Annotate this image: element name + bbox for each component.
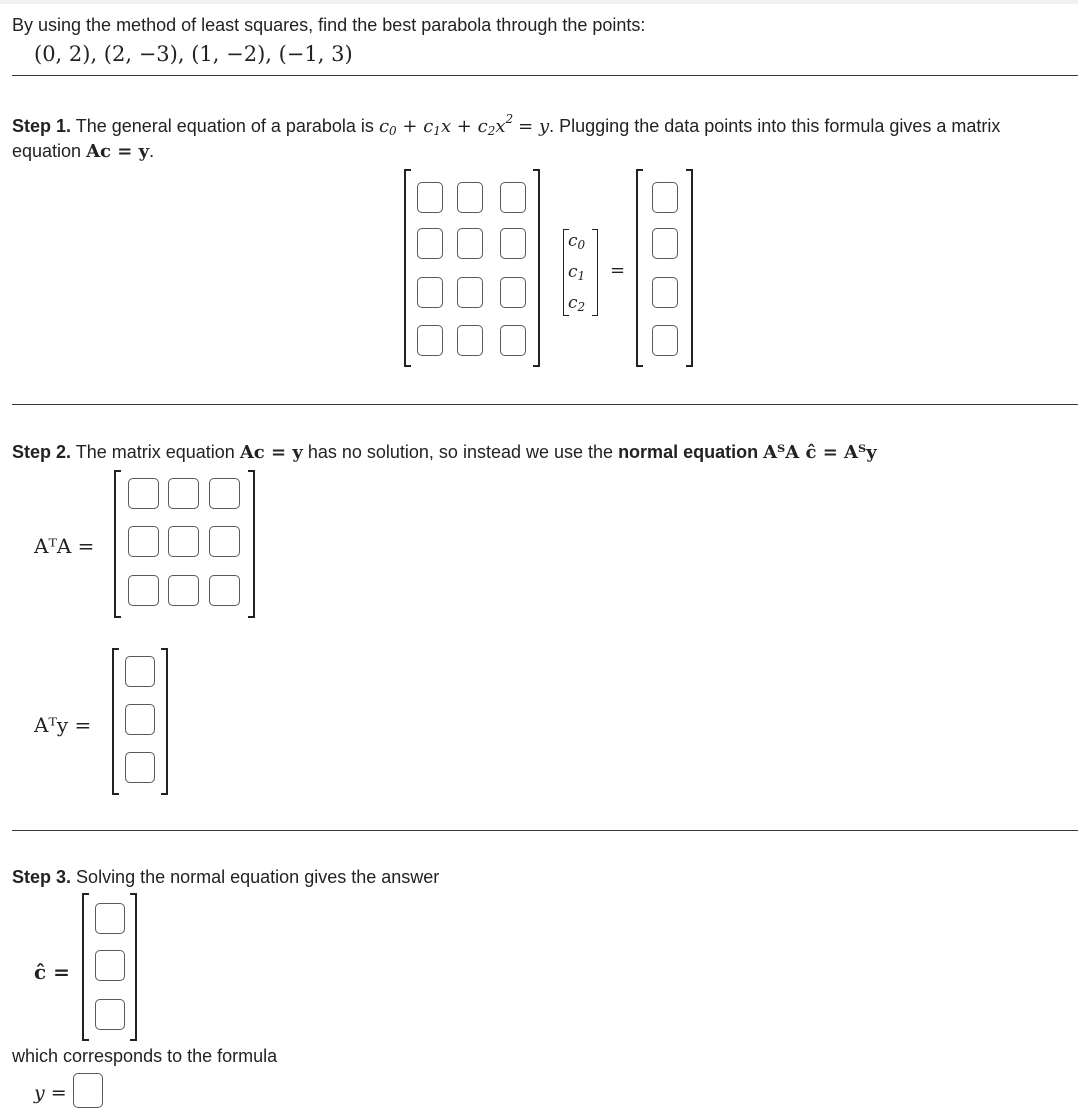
ata-right-bracket	[248, 470, 255, 618]
step1-equals: =	[610, 260, 626, 281]
problem-points: (0, 2), (2, −3), (1, −2), (−1, 3)	[34, 42, 353, 66]
matrix-a-input[interactable]	[457, 325, 483, 356]
ata-input[interactable]	[168, 478, 199, 509]
step2-line	[12, 442, 877, 463]
step1-text-b: . Plugging the data points into this formula gives a matrix	[549, 116, 1001, 136]
step1-matrix-eq: Ac = y	[86, 141, 150, 162]
aty-input[interactable]	[125, 704, 155, 735]
divider	[12, 404, 1078, 405]
matrix-a-left-bracket	[404, 169, 411, 367]
c-hat-left-bracket	[82, 893, 89, 1041]
ata-input[interactable]	[128, 526, 159, 557]
aty-right-bracket	[161, 648, 168, 795]
step1-text-a: The general equation of a parabola is	[75, 116, 374, 136]
coef-c2: $c_2$	[568, 293, 586, 314]
step1-text-c: equation	[12, 141, 82, 161]
y-label: y =	[34, 1082, 67, 1104]
matrix-a-input[interactable]	[500, 228, 526, 259]
aty-label: Aᵀy =	[34, 713, 92, 737]
matrix-a-input[interactable]	[500, 182, 526, 213]
matrix-a-input[interactable]	[457, 182, 483, 213]
parabola-rhs: = y	[518, 116, 550, 137]
vector-y-input[interactable]	[652, 182, 678, 213]
vector-y-input[interactable]	[652, 228, 678, 259]
divider	[12, 830, 1078, 831]
step2-text-a: The matrix equation	[75, 442, 235, 462]
aty-input[interactable]	[125, 752, 155, 783]
aty-input[interactable]	[125, 656, 155, 687]
step1-label: Step 1.	[12, 116, 72, 136]
step2-text-b: has no solution, so instead we use the	[307, 442, 614, 462]
matrix-a-input[interactable]	[500, 325, 526, 356]
step1-line2: equation Ac = y.	[12, 141, 155, 162]
step1-line1	[12, 112, 1000, 138]
coef-vector-right-bracket	[592, 229, 598, 316]
matrix-a-input[interactable]	[457, 277, 483, 308]
ata-label: AᵀA =	[34, 534, 95, 558]
ata-input[interactable]	[168, 575, 199, 606]
parabola-lhs: $c_0 + c_1x + c_2x^2$	[378, 112, 514, 138]
step3-line	[12, 867, 439, 888]
c-hat-input[interactable]	[95, 950, 125, 981]
normal-equation-bold: normal equation	[618, 442, 759, 462]
problem-intro: By using the method of least squares, find the best parabola through the points:	[12, 15, 646, 35]
divider	[12, 75, 1078, 76]
step2-label: Step 2.	[12, 442, 72, 462]
normal-equation: AᵀA ĉ = Aᵀy	[763, 442, 877, 463]
step3-text: Solving the normal equation gives the answer	[76, 867, 440, 887]
coef-c1: $c_1$	[568, 262, 586, 283]
step2-matrix-eq: Ac = y	[239, 442, 303, 463]
formula-text: which corresponds to the formula	[12, 1046, 278, 1066]
matrix-a-input[interactable]	[417, 182, 443, 213]
matrix-a-input[interactable]	[457, 228, 483, 259]
top-border	[0, 0, 1078, 4]
ata-left-bracket	[114, 470, 121, 618]
vector-y-right-bracket	[686, 169, 693, 367]
ata-input[interactable]	[128, 575, 159, 606]
aty-left-bracket	[112, 648, 119, 795]
c-hat-input[interactable]	[95, 999, 125, 1030]
c-hat-input[interactable]	[95, 903, 125, 934]
c-hat-label: ĉ =	[34, 960, 70, 984]
matrix-a-input[interactable]	[417, 325, 443, 356]
vector-y-input[interactable]	[652, 277, 678, 308]
matrix-a-input[interactable]	[500, 277, 526, 308]
matrix-a-input[interactable]	[417, 277, 443, 308]
coef-c0: $c_0$	[568, 231, 586, 252]
ata-input[interactable]	[209, 575, 240, 606]
ata-input[interactable]	[209, 478, 240, 509]
ata-input[interactable]	[209, 526, 240, 557]
matrix-a-input[interactable]	[417, 228, 443, 259]
formula-input[interactable]	[73, 1073, 103, 1108]
c-hat-right-bracket	[130, 893, 137, 1041]
vector-y-input[interactable]	[652, 325, 678, 356]
vector-y-left-bracket	[636, 169, 643, 367]
ata-input[interactable]	[128, 478, 159, 509]
matrix-a-right-bracket	[533, 169, 540, 367]
step3-label: Step 3.	[12, 867, 72, 887]
ata-input[interactable]	[168, 526, 199, 557]
